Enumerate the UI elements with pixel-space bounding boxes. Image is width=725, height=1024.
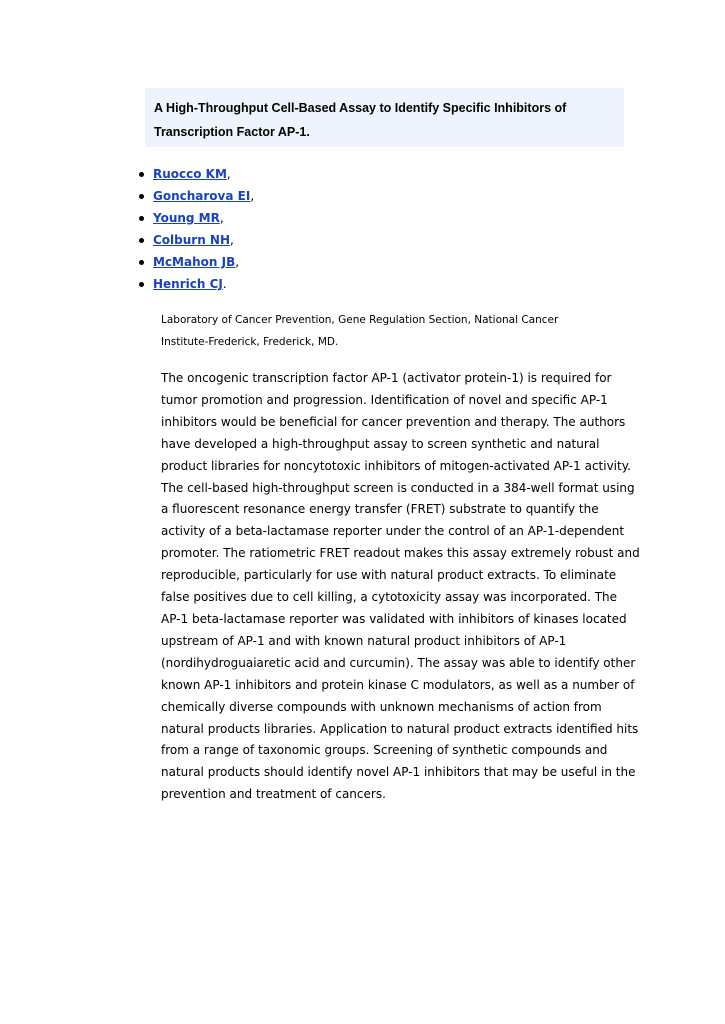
article-title-line: A High-Throughput Cell-Based Assay to Identify Specific Inhibitors of [154,101,567,115]
author-link[interactable]: Henrich CJ [153,277,223,291]
affiliation [161,309,601,353]
author-link[interactable]: McMahon JB [153,255,236,269]
abstract-line: natural products should identify novel AP-1 inhibitors that may be useful in the [161,765,636,780]
abstract-line: promoter. The ratiometric FRET readout makes this assay extremely robust and [161,546,640,561]
author-item [136,163,254,185]
bullet-icon [139,260,144,265]
abstract-line: known AP-1 inhibitors and protein kinase C modulators, as well as a number of [161,677,635,692]
author-item [136,207,254,229]
bullet-icon [139,194,144,199]
abstract-line: product libraries for noncytotoxic inhibitors of mitogen-activated AP-1 activity. [161,458,631,473]
affiliation-line: Laboratory of Cancer Prevention, Gene Regulation Section, National Cancer [161,314,559,326]
abstract-line: upstream of AP-1 and with known natural product inhibitors of AP-1 [161,633,567,648]
abstract-line: reproducible, particularly for use with natural product extracts. To eliminate [161,568,617,583]
abstract-line: false positives due to cell killing, a cytotoxicity assay was incorporated. The [161,590,618,605]
author-item [136,251,254,273]
author-list [136,163,254,295]
abstract-line: (nordihydroguaiaretic acid and curcumin). The assay was able to identify other [161,655,636,670]
author-link[interactable]: Goncharova EI [153,189,251,203]
abstract-line: chemically diverse compounds with unknown mechanisms of action from [161,699,602,714]
author-item [136,273,254,295]
author-separator: , [230,233,234,247]
abstract-line: prevention and treatment of cancers. [161,787,386,802]
author-separator: , [219,211,224,225]
author-separator: . [222,277,227,291]
abstract [161,368,640,806]
bullet-icon [139,216,144,221]
author-separator: , [235,255,240,269]
bullet-icon [139,282,144,287]
author-link[interactable]: Young MR [153,211,220,225]
abstract-line: tumor promotion and progression. Identification of novel and specific AP-1 [161,392,608,407]
author-link[interactable]: Colburn NH [153,233,231,247]
article-title [154,96,616,144]
article-title-line: Transcription Factor AP-1. [154,125,310,139]
abstract-line: AP-1 beta-lactamase reporter was validated with inhibitors of kinases located [161,611,627,626]
affiliation-line: Institute-Frederick, Frederick, MD. [161,336,339,348]
bullet-icon [139,238,144,243]
author-item [136,185,254,207]
author-item [136,229,254,251]
bullet-icon [139,172,144,177]
abstract-line: inhibitors would be beneficial for cancer prevention and therapy. The authors [161,414,626,429]
abstract-line: from a range of taxonomic groups. Screening of synthetic compounds and [161,743,608,758]
abstract-line: have developed a high-throughput assay to screen synthetic and natural [161,436,600,451]
abstract-line: a fluorescent resonance energy transfer (FRET) substrate to quantify the [161,502,599,517]
abstract-line: The cell-based high-throughput screen is conducted in a 384-well format using [161,480,635,495]
author-separator: , [226,167,231,181]
abstract-line: The oncogenic transcription factor AP-1 (activator protein-1) is required for [161,371,612,385]
author-separator: , [250,189,255,203]
abstract-line: activity of a beta-lactamase reporter under the control of an AP-1-dependent [161,524,625,539]
title-box [145,88,624,147]
author-link[interactable]: Ruocco KM [153,167,227,181]
abstract-line: natural products libraries. Application to natural product extracts identified hits [161,721,639,736]
